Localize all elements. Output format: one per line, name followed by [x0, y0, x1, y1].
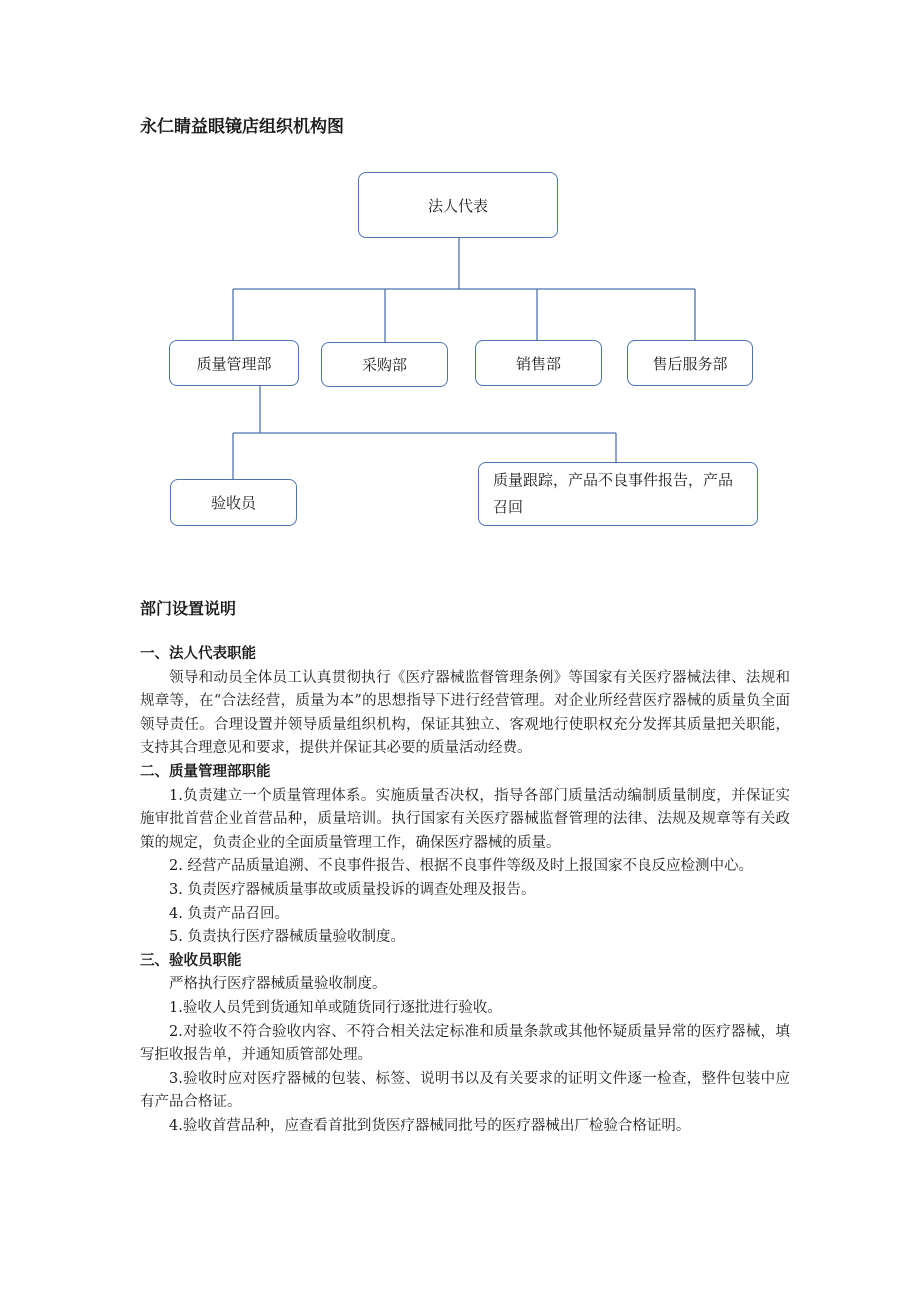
- paragraph: 1.验收人员凭到货通知单或随货同行逐批进行验收。: [169, 999, 502, 1016]
- paragraph: 4.验收首营品种，应查看首批到货医疗器械同批号的医疗器械出厂检验合格证明。: [169, 1117, 691, 1134]
- paragraph: 2. 经营产品质量追溯、不良事件报告、根据不良事件等级及时上报国家不良反应检测中心。: [169, 858, 753, 875]
- section-heading: 一、法人代表职能: [140, 646, 256, 662]
- org-node-after-sales: 售后服务部: [627, 340, 753, 386]
- org-node-inspector: 验收员: [170, 479, 297, 526]
- org-node-purchasing: 采购部: [321, 342, 448, 387]
- paragraph: 领导和动员全体员工认真贯彻执行《医疗器械监督管理条例》等国家有关医疗器械法律、法规和规章等，在“合法经营，质量为本”的思想指导下进行经营管理。对企业所经营医疗器械的质量负全面领导责任。合理设置并领导质量组织机构，保证其独立、客观地行使职权充分发挥其质量把关职能，支持其合理意见和要求，提供并保证其必要的质量活动经费。: [140, 669, 790, 757]
- paragraph: 4. 负责产品召回。: [169, 905, 289, 922]
- paragraph: 2.对验收不符合验收内容、不符合相关法定标准和质量条款或其他怀疑质量异常的医疗器械，填写拒收报告单，并通知质管部处理。: [140, 1023, 790, 1064]
- paragraph: 1.负责建立一个质量管理体系。实施质量否决权，指导各部门质量活动编制质量制度，并保证实施审批首营企业首营品种，质量培训。执行国家有关医疗器械监督管理的法律、法规及规章等有关政策的规定，负责企业的全面质量管理工作，确保医疗器械的质量。: [140, 787, 790, 851]
- paragraph: 3. 负责医疗器械质量事故或质量投诉的调查处理及报告。: [169, 881, 536, 898]
- paragraph: 3.验收时应对医疗器械的包装、标签、说明书以及有关要求的证明文件逐一检查，整件包装中应有产品合格证。: [140, 1070, 790, 1111]
- section-title: 部门设置说明: [140, 599, 237, 618]
- paragraph: 5. 负责执行医疗器械质量验收制度。: [169, 929, 405, 946]
- section-heading: 三、验收员职能: [140, 952, 242, 969]
- org-node-legal-representative: 法人代表: [358, 172, 558, 238]
- document-title: 永仁睛益眼镜店组织机构图: [140, 117, 344, 137]
- org-node-sales: 销售部: [475, 340, 602, 386]
- org-node-quality-management: 质量管理部: [169, 340, 299, 386]
- section-heading: 二、质量管理部职能: [140, 763, 271, 780]
- org-chart-connectors: [0, 0, 920, 600]
- department-descriptions: [140, 643, 790, 1138]
- paragraph: 严格执行医疗器械质量验收制度。: [169, 976, 387, 993]
- org-node-quality-tracking: 质量跟踪，产品不良事件报告，产品召回: [478, 462, 758, 526]
